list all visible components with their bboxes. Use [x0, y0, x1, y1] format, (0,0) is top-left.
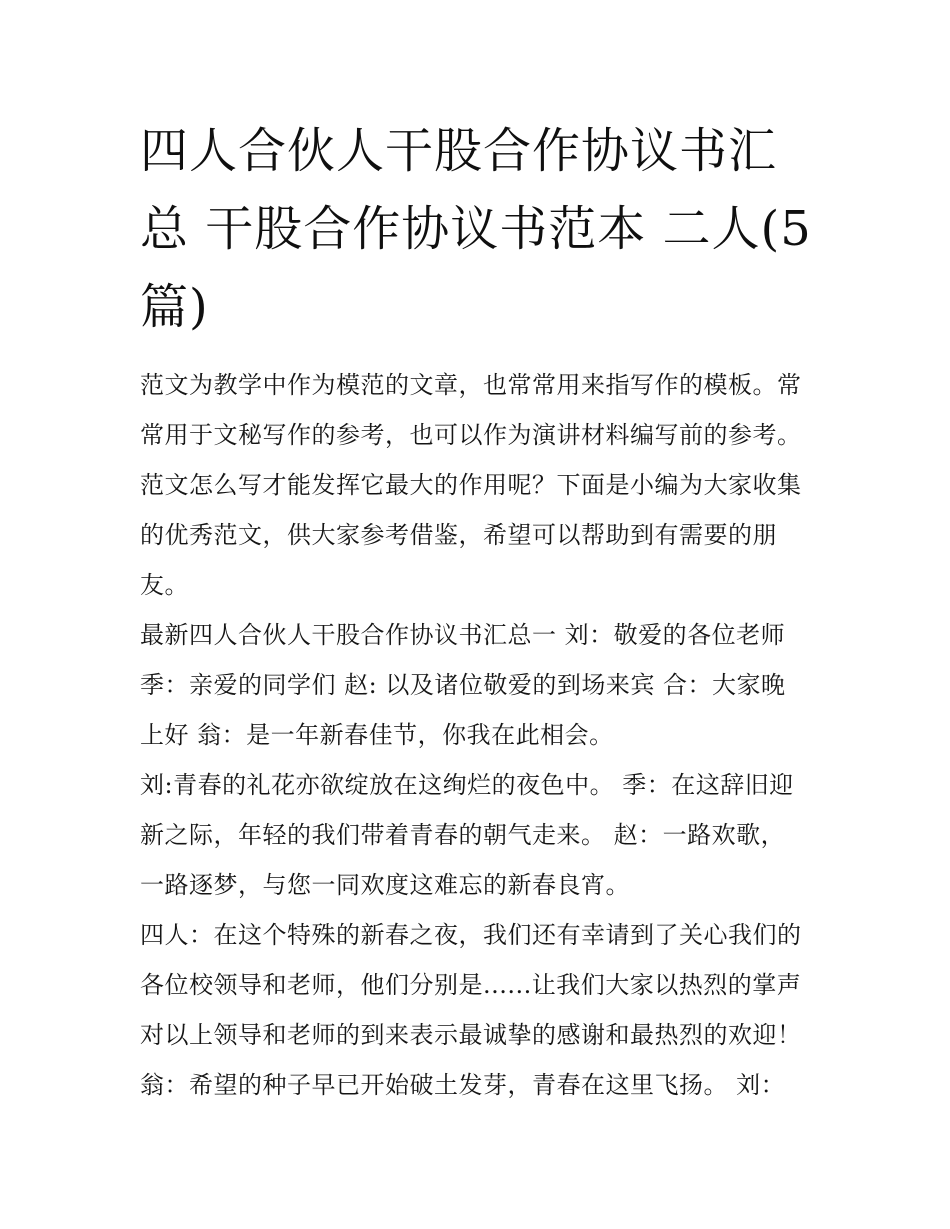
title-line: 总 干股合作协议书范本 二人(5 — [140, 201, 812, 257]
text-line: 各位校领导和老师，他们分别是......让我们大家以热烈的掌声 — [140, 971, 802, 999]
text-line: 范文怎么写才能发挥它最大的作用呢？下面是小编为大家收集 — [140, 471, 802, 499]
text-line: 友。 — [140, 571, 189, 599]
text-line: 一路逐梦，与您一同欢度这难忘的新春良宵。 — [140, 871, 630, 899]
spring-dialogue-paragraph — [140, 760, 815, 910]
document-title — [140, 112, 815, 346]
text-line: 最新四人合伙人干股合作协议书汇总一 刘：敬爱的各位老师 — [140, 621, 786, 649]
text-line: 对以上领导和老师的到来表示最诚挚的感谢和最热烈的欢迎！ — [140, 1021, 802, 1049]
opening-dialogue-paragraph — [140, 610, 815, 760]
text-line: 范文为教学中作为模范的文章，也常常用来指写作的模板。常 — [140, 371, 802, 399]
text-line: 四人：在这个特殊的新春之夜，我们还有幸请到了关心我们的 — [140, 921, 802, 949]
title-line: 四人合伙人干股合作协议书汇 — [140, 123, 778, 179]
text-line: 上好 翁：是一年新春佳节，你我在此相会。 — [140, 721, 614, 749]
document-body — [140, 360, 815, 1110]
text-line: 季：亲爱的同学们 赵: 以及诸位敬爱的到场来宾 合：大家晚 — [140, 671, 786, 699]
text-line: 翁：希望的种子早已开始破土发芽，青春在这里飞扬。 刘： — [140, 1071, 786, 1099]
text-line: 的优秀范文，供大家参考借鉴，希望可以帮助到有需要的朋 — [140, 521, 777, 549]
text-line: 新之际，年轻的我们带着青春的朝气走来。 赵：一路欢歌， — [140, 821, 786, 849]
text-line: 刘:青春的礼花亦欲绽放在这绚烂的夜色中。 季：在这辞旧迎 — [140, 771, 794, 799]
title-line: 篇) — [140, 279, 209, 335]
text-line: 常用于文秘写作的参考，也可以作为演讲材料编写前的参考。 — [140, 421, 802, 449]
welcome-paragraph — [140, 910, 815, 1110]
document-content — [140, 112, 815, 1110]
intro-paragraph — [140, 360, 815, 610]
